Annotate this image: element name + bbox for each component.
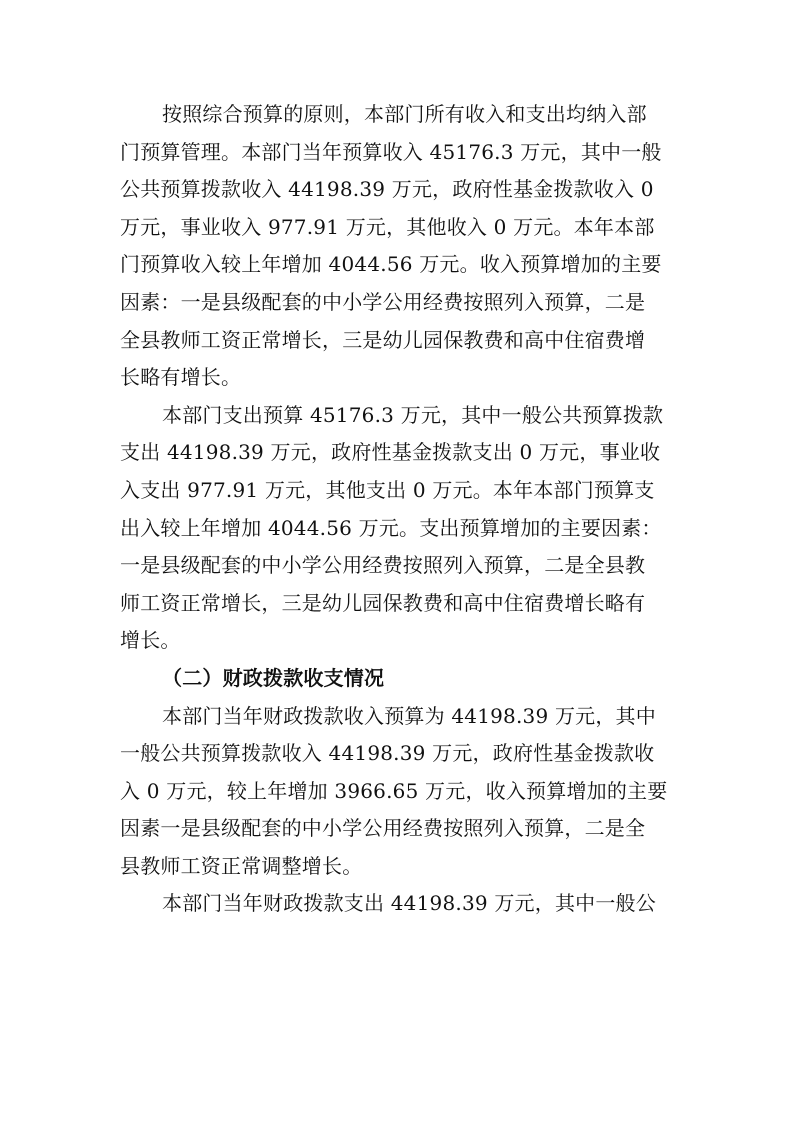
text-line: 出入较上年增加 4044.56 万元。支出预算增加的主要因素： — [120, 515, 662, 540]
text-line: 师工资正常增长，三是幼儿园保教费和高中住宿费增长略有 — [120, 590, 646, 615]
text-line: 本部门当年财政拨款收入预算为 44198.39 万元，其中 — [162, 703, 656, 728]
text-line: 万元，事业收入 977.91 万元，其他收入 0 万元。本年本部 — [120, 214, 655, 239]
text-line: 全县教师工资正常增长，三是幼儿园保教费和高中住宿费增 — [120, 327, 646, 352]
text-line: 一是县级配套的中小学公用经费按照列入预算，二是全县教 — [120, 553, 646, 578]
text-line: 门预算管理。本部门当年预算收入 45176.3 万元，其中一般 — [120, 139, 662, 164]
paragraph-income-budget — [120, 96, 680, 397]
paragraph-fiscal-expenditure — [120, 885, 680, 923]
text-line: 一般公共预算拨款收入 44198.39 万元，政府性基金拨款收 — [120, 741, 655, 766]
text-line: 门预算收入较上年增加 4044.56 万元。收入预算增加的主要 — [120, 252, 662, 277]
text-line: 因素：一是县级配套的中小学公用经费按照列入预算，二是 — [120, 289, 646, 314]
text-line: 因素一是县级配套的中小学公用经费按照列入预算，二是全 — [120, 816, 646, 841]
section-heading: （二）财政拨款收支情况 — [162, 665, 385, 690]
text-line: 本部门当年财政拨款支出 44198.39 万元，其中一般公 — [162, 891, 656, 916]
paragraph-fiscal-income — [120, 698, 680, 886]
text-line: 按照综合预算的原则，本部门所有收入和支出均纳入部 — [162, 102, 647, 126]
paragraph-expenditure-budget — [120, 397, 680, 660]
text-line: 本部门支出预算 45176.3 万元，其中一般公共预算拨款 — [162, 402, 664, 427]
text-line: 入 0 万元，较上年增加 3966.65 万元，收入预算增加的主要 — [120, 778, 668, 803]
text-line: 支出 44198.39 万元，政府性基金拨款支出 0 万元，事业收 — [120, 440, 661, 465]
text-line: 长略有增长。 — [120, 365, 242, 390]
text-line: 增长。 — [120, 628, 181, 653]
text-line: 入支出 977.91 万元，其他支出 0 万元。本年本部门预算支 — [120, 477, 655, 502]
text-line: 公共预算拨款收入 44198.39 万元，政府性基金拨款收入 0 — [120, 177, 654, 202]
document-body — [120, 96, 680, 923]
text-line: 县教师工资正常调整增长。 — [120, 853, 363, 878]
